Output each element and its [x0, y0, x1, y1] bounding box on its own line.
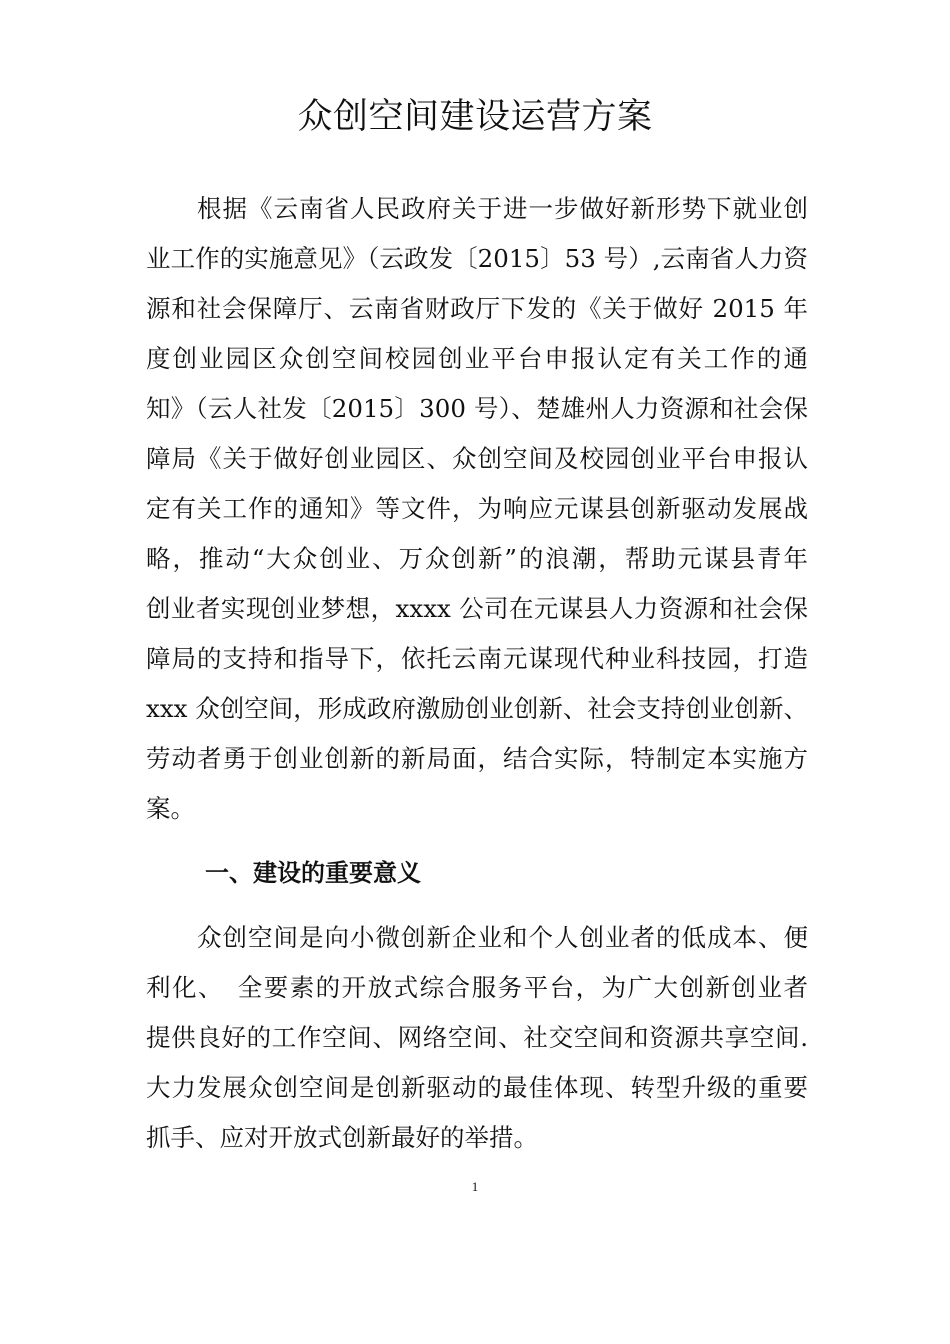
- paragraph-line: 知》（云人社发〔2015〕300 号）、楚雄州人力资源和社会保: [146, 394, 808, 423]
- paragraph-line: 抓手、应对开放式创新最好的举措。: [146, 1123, 538, 1152]
- section-heading: 一、建设的重要意义: [205, 859, 421, 887]
- paragraph-line: 利化、 全要素的开放式综合服务平台，为广大创新创业者: [146, 973, 808, 1002]
- page-number: 1: [471, 1179, 479, 1194]
- section-paragraph: [146, 913, 808, 1163]
- paragraph-line: 定有关工作的通知》等文件，为响应元谋县创新驱动发展战: [146, 494, 808, 523]
- paragraph-line: 众创空间是向小微创新企业和个人创业者的低成本、便: [146, 923, 808, 952]
- paragraph-line: xxx 众创空间，形成政府激励创业创新、社会支持创业创新、: [146, 694, 808, 723]
- paragraph-line: 案。: [146, 794, 195, 823]
- paragraph-line: 度创业园区众创空间校园创业平台申报认定有关工作的通: [146, 344, 808, 373]
- intro-paragraph: [146, 184, 808, 834]
- paragraph-line: 源和社会保障厅、云南省财政厅下发的《关于做好 2015 年: [146, 294, 808, 323]
- paragraph-line: 略，推动“大众创业、万众创新”的浪潮，帮助元谋县青年: [146, 544, 808, 573]
- paragraph-line: 创业者实现创业梦想，xxxx 公司在元谋县人力资源和社会保: [146, 594, 808, 623]
- paragraph-line: 劳动者勇于创业创新的新局面，结合实际，特制定本实施方: [146, 744, 808, 773]
- paragraph-line: 障局《关于做好创业园区、众创空间及校园创业平台申报认: [146, 444, 808, 473]
- paragraph-line: 障局的支持和指导下，依托云南元谋现代种业科技园，打造: [146, 644, 808, 673]
- paragraph-line: 根据《云南省人民政府关于进一步做好新形势下就业创: [146, 194, 808, 223]
- paragraph-line: 业工作的实施意见》（云政发〔2015〕53 号）,云南省人力资: [146, 244, 808, 273]
- document-title: 众创空间建设运营方案: [297, 97, 653, 137]
- paragraph-line: 大力发展众创空间是创新驱动的最佳体现、转型升级的重要: [146, 1073, 808, 1102]
- paragraph-line: 提供良好的工作空间、网络空间、社交空间和资源共享空间.: [146, 1023, 808, 1052]
